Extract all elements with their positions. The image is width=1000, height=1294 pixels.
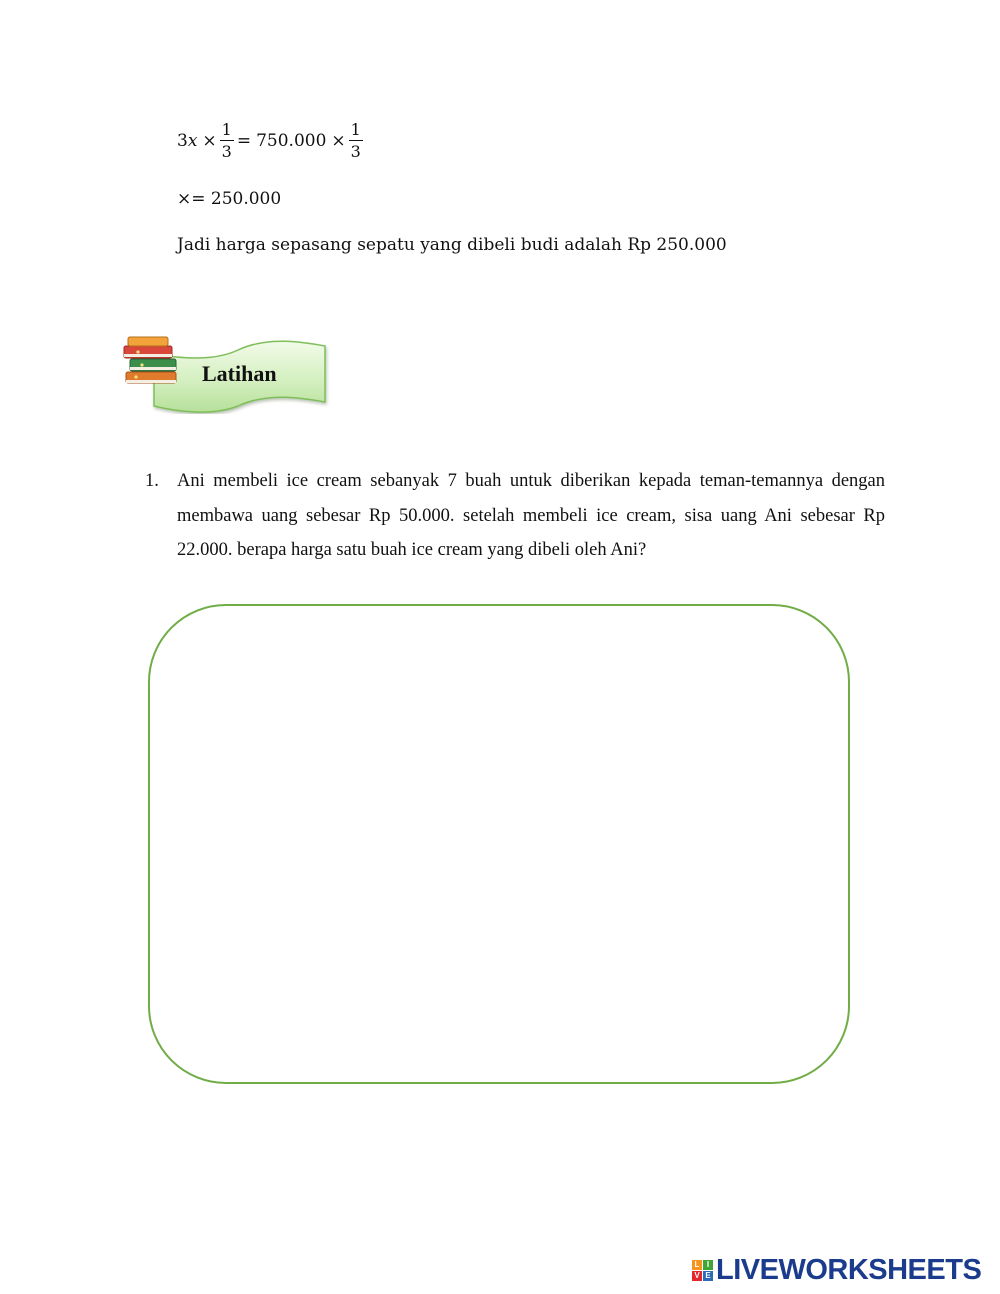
example-conclusion: Jadi harga sepasang sepatu yang dibeli budi adalah Rp 250.000 [177,235,727,255]
logo-letter-v: V [692,1271,702,1281]
banner-title: Latihan [202,361,277,386]
logo-letter-l: L [692,1260,702,1270]
liveworksheets-logo [692,1254,981,1286]
equation-line-1 [177,116,366,166]
fraction-one-third [349,122,363,160]
fraction-denominator: 3 [350,142,361,161]
times-symbol: × [202,131,217,151]
equation-variable: x [187,131,198,151]
logo-mark-icon [692,1260,713,1281]
answer-box[interactable] [148,604,850,1084]
times-symbol: × [331,131,346,151]
question-number: 1. [145,471,159,491]
fraction-one-third [220,122,234,160]
books-stack-icon [120,336,182,392]
equals-symbol: = [236,131,252,151]
logo-brand-text: LIVEWORKSHEETS [716,1253,982,1286]
section-banner [118,332,333,414]
question-text: Ani membeli ice cream sebanyak 7 buah untuk diberikan kepada teman-temannya dengan membawa uang sebesar Rp 50.000. setelah membeli ice cream, sisa uang Ani sebesar Rp 22.000. berapa harga satu buah ice cream yang dibeli oleh Ani? [177,471,885,560]
fraction-numerator: 1 [221,120,232,139]
fraction-numerator: 1 [350,120,361,139]
question-item [145,464,885,568]
logo-letter-i: I [703,1260,713,1270]
equation-line-2: ×= 250.000 [177,189,282,209]
equation-rhs-value: 750.000 [256,131,327,151]
logo-letter-e: E [703,1271,713,1281]
equation-coefficient: 3 [177,131,188,151]
fraction-denominator: 3 [221,142,232,161]
